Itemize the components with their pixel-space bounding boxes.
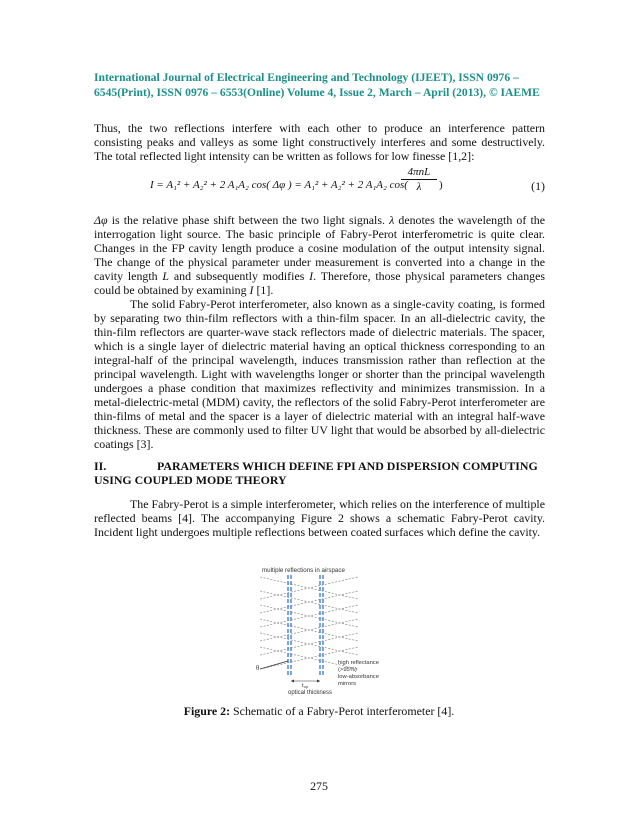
figure-rays (260, 577, 358, 669)
var-I-2: I (249, 283, 254, 297)
journal-header (94, 70, 540, 100)
figure-mirrors (288, 575, 323, 675)
page-number: 275 (310, 779, 328, 793)
equation-lhs: I = A₁² + A₂² + 2 A₁A₂ cos( Δφ ) = A₁² + A₂² + 2 A₁A₂ cos( (150, 179, 408, 191)
equation-close-paren: ) (439, 179, 443, 191)
fabry-perot-figure (254, 563, 384, 698)
incident-ray (260, 661, 288, 669)
paragraph-2-text-c: and subsequently modifies (169, 269, 310, 283)
paragraph-4: The Fabry-Perot is a simple interferometer, which relies on the interference of multiple reflected beams [4]. The accompanying Figure 2 shows a schematic Fabry-Perot cavity. Incident light undergoes multiple reflections between coated surfaces which define the cavity. (94, 497, 545, 539)
figure-label-absorbance: low-absorbance (338, 674, 379, 680)
caption-label: Figure 2: (183, 704, 231, 718)
section-title-line-2: USING COUPLED MODE THEORY (94, 473, 287, 487)
header-line-2: 6545(Print), ISSN 0976 – 6553(Online) Volume 4, Issue 2, March – April (2013), © IAEME (94, 86, 540, 99)
section-title-line-1: PARAMETERS WHICH DEFINE FPI AND DISPERSION COMPUTING (157, 459, 538, 473)
equation-fraction (401, 166, 437, 193)
delta-phi-symbol: Δφ (94, 213, 108, 227)
t-label: top (302, 683, 309, 689)
figure-label-bottom: optical thickness (288, 690, 333, 696)
fraction-numerator: 4πnL (401, 166, 437, 180)
paragraph-1: Thus, the two reflections interfere with each other to produce an interference pattern consisting peaks and valleys as some light constructively interferes and some destructively. The total reflected light intensity can be written as follows for low finesse [1,2]: (94, 121, 545, 163)
figure-label-top: multiple reflections in airspace (262, 567, 345, 574)
figure-label-reflectance: high reflectance (338, 660, 379, 666)
paragraph-2-text-a: is the relative phase shift between the two light signals. (107, 213, 390, 227)
section-heading (94, 459, 545, 487)
paragraph-2-text-b: denotes the wavelength of the interrogation light source. The basic principle of Fabry-Perot interferometric is quite clear. Changes in the FP cavity length produce a cosine modulation of the output intensity signal. The change of the physical parameter under measurement is converted into a change in the cavity length (94, 213, 545, 283)
figure-label-mirrors: mirrors (338, 681, 357, 687)
lambda-symbol: λ (389, 213, 395, 227)
theta-label: θ (256, 664, 260, 672)
var-I: I (309, 269, 314, 283)
paragraph-3: The solid Fabry-Perot interferometer, also known as a single-cavity coating, is formed by separating two thin-film reflectors with a thin-film spacer. In an all-dielectric cavity, the thin-film reflectors are quarter-wave stack reflectors made of dielectric materials. The spacer, which is a single layer of dielectric material having an optical thickness corresponding to an integral-half of the principal wavelength, induces transmission rather than reflection at the principal wavelength. Light with wavelengths longer or shorter than the principal wavelength undergoes a phase condition that maximizes reflectivity and minimizes transmission. In a metal-dielectric-metal (MDM) cavity, the reflectors of the solid Fabry-Perot interferometer are thin-films of metal and the spacer is a layer of dielectric material with an integral half-wave thickness. These are commonly used to filter UV light that would be absorbed by all-dielectric coatings [3]. (94, 297, 545, 451)
header-line-1: International Journal of Electrical Engineering and Technology (IJEET), ISSN 0976 – (94, 71, 519, 84)
caption-text: Schematic of a Fabry-Perot interferometer [4]. (230, 704, 455, 718)
equation-number: (1) (531, 179, 545, 193)
figure-caption (0, 704, 638, 719)
paragraph-2 (94, 213, 545, 297)
fraction-denominator: λ (416, 181, 422, 193)
section-number: II. (94, 459, 107, 473)
equation-1 (150, 165, 545, 205)
figure-label-percent: (>95%) (338, 667, 357, 673)
paragraph-2-text-e: [1]. (253, 283, 274, 297)
paragraph-2-text-d: . Therefore, those physical parameters changes could be obtained by examining (94, 269, 545, 297)
var-L: L (162, 269, 170, 283)
